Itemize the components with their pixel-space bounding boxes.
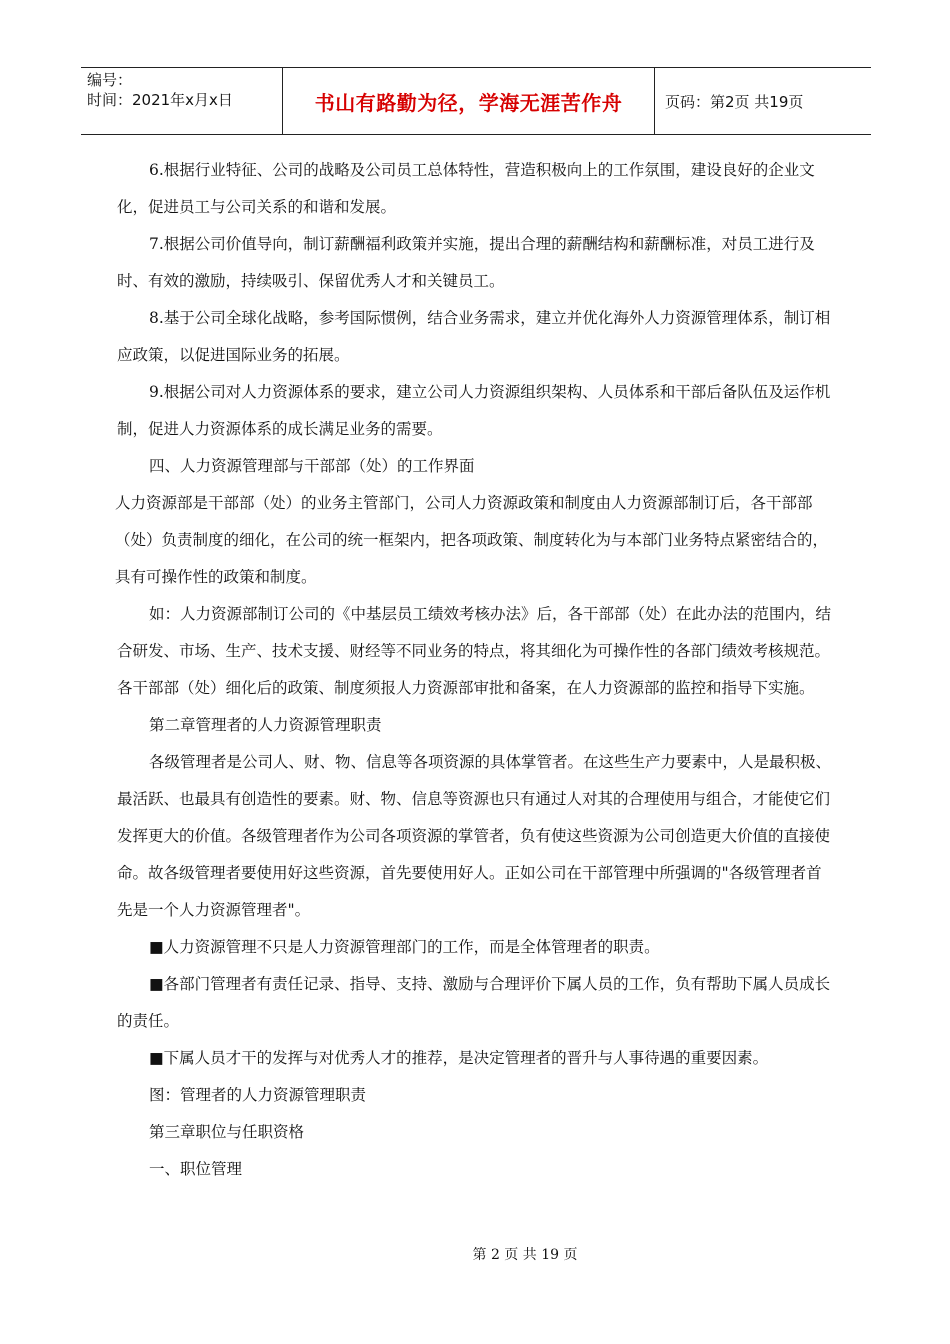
document-body (117, 152, 831, 1188)
header-meta (81, 68, 283, 134)
section-heading-position: 一、职位管理 (149, 1160, 243, 1178)
bullet-item-2: ■各部门管理者有责任记录、指导、支持、激励与合理评价下属人员的工作，负有帮助下属人员成长的责任。 (117, 975, 831, 1030)
paragraph-item-7: 7.根据公司价值导向，制订薪酬福利政策并实施，提出合理的薪酬结构和薪酬标准，对员工进行及时、有效的激励，持续吸引、保留优秀人才和关键员工。 (117, 235, 815, 290)
paragraph-hr-department: 人力资源部是干部部（处）的业务主管部门，公司人力资源政策和制度由人力资源部制订后，各干部部（处）负责制度的细化，在公司的统一框架内，把各项政策、制度转化为与本部门业务特点紧密结合的，具有可操作性的政策和制度。 (115, 494, 829, 586)
chapter-heading-2: 第二章管理者的人力资源管理职责 (149, 716, 382, 734)
paragraph-item-9: 9.根据公司对人力资源体系的要求，建立公司人力资源组织架构、人员体系和干部后备队伍及运作机制，促进人力资源体系的成长满足业务的需要。 (117, 383, 831, 438)
paragraph-item-6: 6.根据行业特征、公司的战略及公司员工总体特性，营造积极向上的工作氛围，建设良好的企业文化，促进员工与公司关系的和谐和发展。 (117, 161, 815, 216)
page-footer: 第 2 页 共 19 页 (472, 1247, 578, 1263)
header-motto: 书山有路勤为径，学海无涯苦作舟 (283, 68, 655, 134)
bullet-item-3: ■下属人员才干的发挥与对优秀人才的推荐，是决定管理者的晋升与人事待遇的重要因素。 (149, 1049, 769, 1067)
bullet-item-1: ■人力资源管理不只是人力资源管理部门的工作，而是全体管理者的职责。 (149, 938, 660, 956)
section-heading-interface: 四、人力资源管理部与干部部（处）的工作界面 (149, 457, 475, 475)
paragraph-item-8: 8.基于公司全球化战略，参考国际惯例，结合业务需求，建立并优化海外人力资源管理体系，制订相应政策，以促进国际业务的拓展。 (117, 309, 831, 364)
document-time-label: 时间：2021年x月x日 (87, 91, 233, 109)
figure-caption: 图：管理者的人力资源管理职责 (149, 1086, 367, 1104)
paragraph-example: 如：人力资源部制订公司的《中基层员工绩效考核办法》后，各干部部（处）在此办法的范围内，结合研发、市场、生产、技术支援、财经等不同业务的特点，将其细化为可操作性的各部门绩效考核规范。各干部部（处）细化后的政策、制度须报人力资源部审批和备案，在人力资源部的监控和指导下实施。 (117, 605, 832, 697)
paragraph-managers: 各级管理者是公司人、财、物、信息等各项资源的具体掌管者。在这些生产力要素中，人是最积极、最活跃、也最具有创造性的要素。财、物、信息等资源也只有通过人对其的合理使用与组合，才能使它们发挥更大的价值。各级管理者作为公司各项资源的掌管者，负有使这些资源为公司创造更大价值的直接使命。故各级管理者要使用好这些资源，首先要使用好人。正如公司在干部管理中所强调的"各级管理者首先是一个人力资源管理者"。 (117, 753, 832, 919)
header-page-info: 页码：第2页 共19页 (665, 92, 804, 111)
chapter-heading-3: 第三章职位与任职资格 (149, 1123, 305, 1141)
document-number-label: 编号： (87, 71, 133, 89)
page-header (81, 67, 871, 135)
